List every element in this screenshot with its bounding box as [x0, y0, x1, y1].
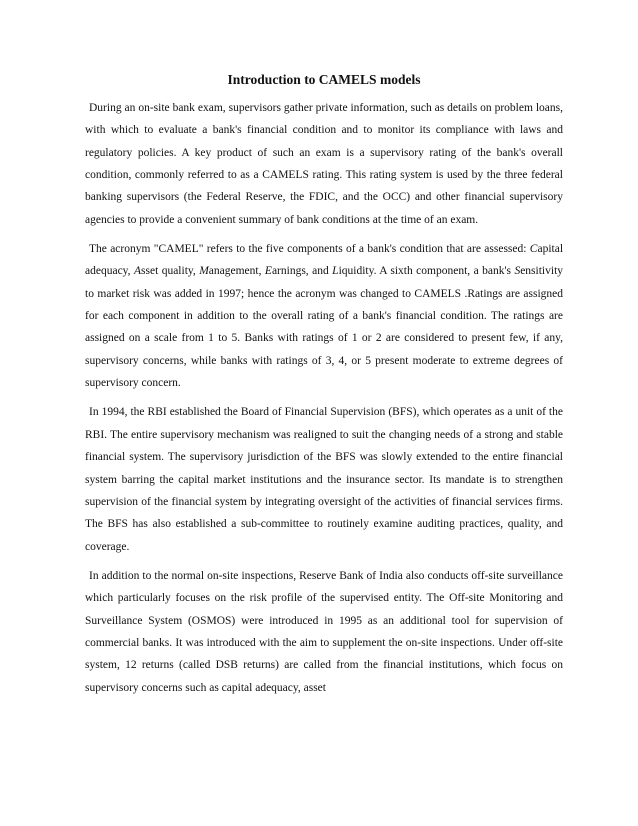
paragraph-text: to market risk was added in 1997; hence the acronym was changed to CAMELS .Ratings are assigned for each component in addition to the overall rating of a bank's financial condition. The ratings are assigned on a scale from 1 to 5. Banks with ratings of 1 or 2 are considered to present few, if any, supervisory concerns, while banks with ratings of 3, 4, or 5 present moderate to extreme degrees of supervisory concern. — [85, 287, 563, 390]
camel-word: sset quality, — [141, 265, 200, 278]
paragraph-onsite-exam — [85, 97, 563, 231]
paragraph-offsite-surveillance — [85, 565, 563, 699]
paragraph-text: In 1994, the RBI established the Board of Financial Supervision (BFS), which operates as a unit of the RBI. The entire supervisory mechanism was realigned to suit the changing needs of a strong and stable financial system. The supervisory jurisdiction of the BFS was slowly extended to the entire financial system barring the capital market institutions and the insurance sector. Its mandate is to strengthen supervision of the financial system by integrating oversight of the activities of financial services firms. The BFS has also established a sub-committee to routinely examine auditing practices, quality, and coverage. — [85, 406, 563, 553]
camel-word: arnings, and — [271, 265, 333, 278]
camel-letter: E — [264, 265, 272, 278]
camel-word: ensitivity — [520, 265, 564, 278]
paragraph-camel-acronym — [85, 238, 563, 394]
paragraph-text: The acronym "CAMEL" refers to the five components of a bank's condition that are assessed: — [89, 243, 527, 256]
camel-word: iquidity. — [338, 265, 377, 278]
camel-word: apital adequacy, — [85, 243, 564, 278]
camel-word: anagement, — [208, 265, 265, 278]
camel-letter: M — [199, 265, 209, 278]
paragraph-text: During an on-site bank exam, supervisors gather private information, such as details on problem loans, with which to evaluate a bank's financial condition and to monitor its compliance with laws and regulatory policies. A key product of such an exam is a supervisory rating of the bank's overall condition, commonly referred to as a CAMELS rating. This rating system is used by the three federal banking supervisors (the Federal Reserve, the FDIC, and the OCC) and other financial supervisory agencies to provide a convenient summary of bank conditions at the time of an exam. — [85, 102, 563, 226]
paragraph-text: In addition to the normal on-site inspections, Reserve Bank of India also conducts off-site surveillance which particularly focuses on the risk profile of the supervised entity. The Off-site Monitoring and Surveillance System (OSMOS) were introduced in 1995 as an additional tool for supervision of commercial banks. It was introduced with the aim to supplement the on-site inspections. Under off-site system, 12 returns (called DSB returns) are called from the financial institutions, which focus on supervisory concerns such as capital adequacy, asset — [85, 569, 563, 694]
paragraph-bfs — [85, 401, 563, 557]
camel-letter: A — [133, 265, 142, 278]
camel-letter: S — [514, 265, 521, 278]
document-title: Introduction to CAMELS models — [227, 72, 421, 87]
camel-letter: C — [529, 243, 538, 256]
document-page — [85, 70, 563, 706]
camel-letter: L — [332, 265, 339, 278]
sixth-component-text: A sixth component, a bank's — [376, 265, 515, 278]
